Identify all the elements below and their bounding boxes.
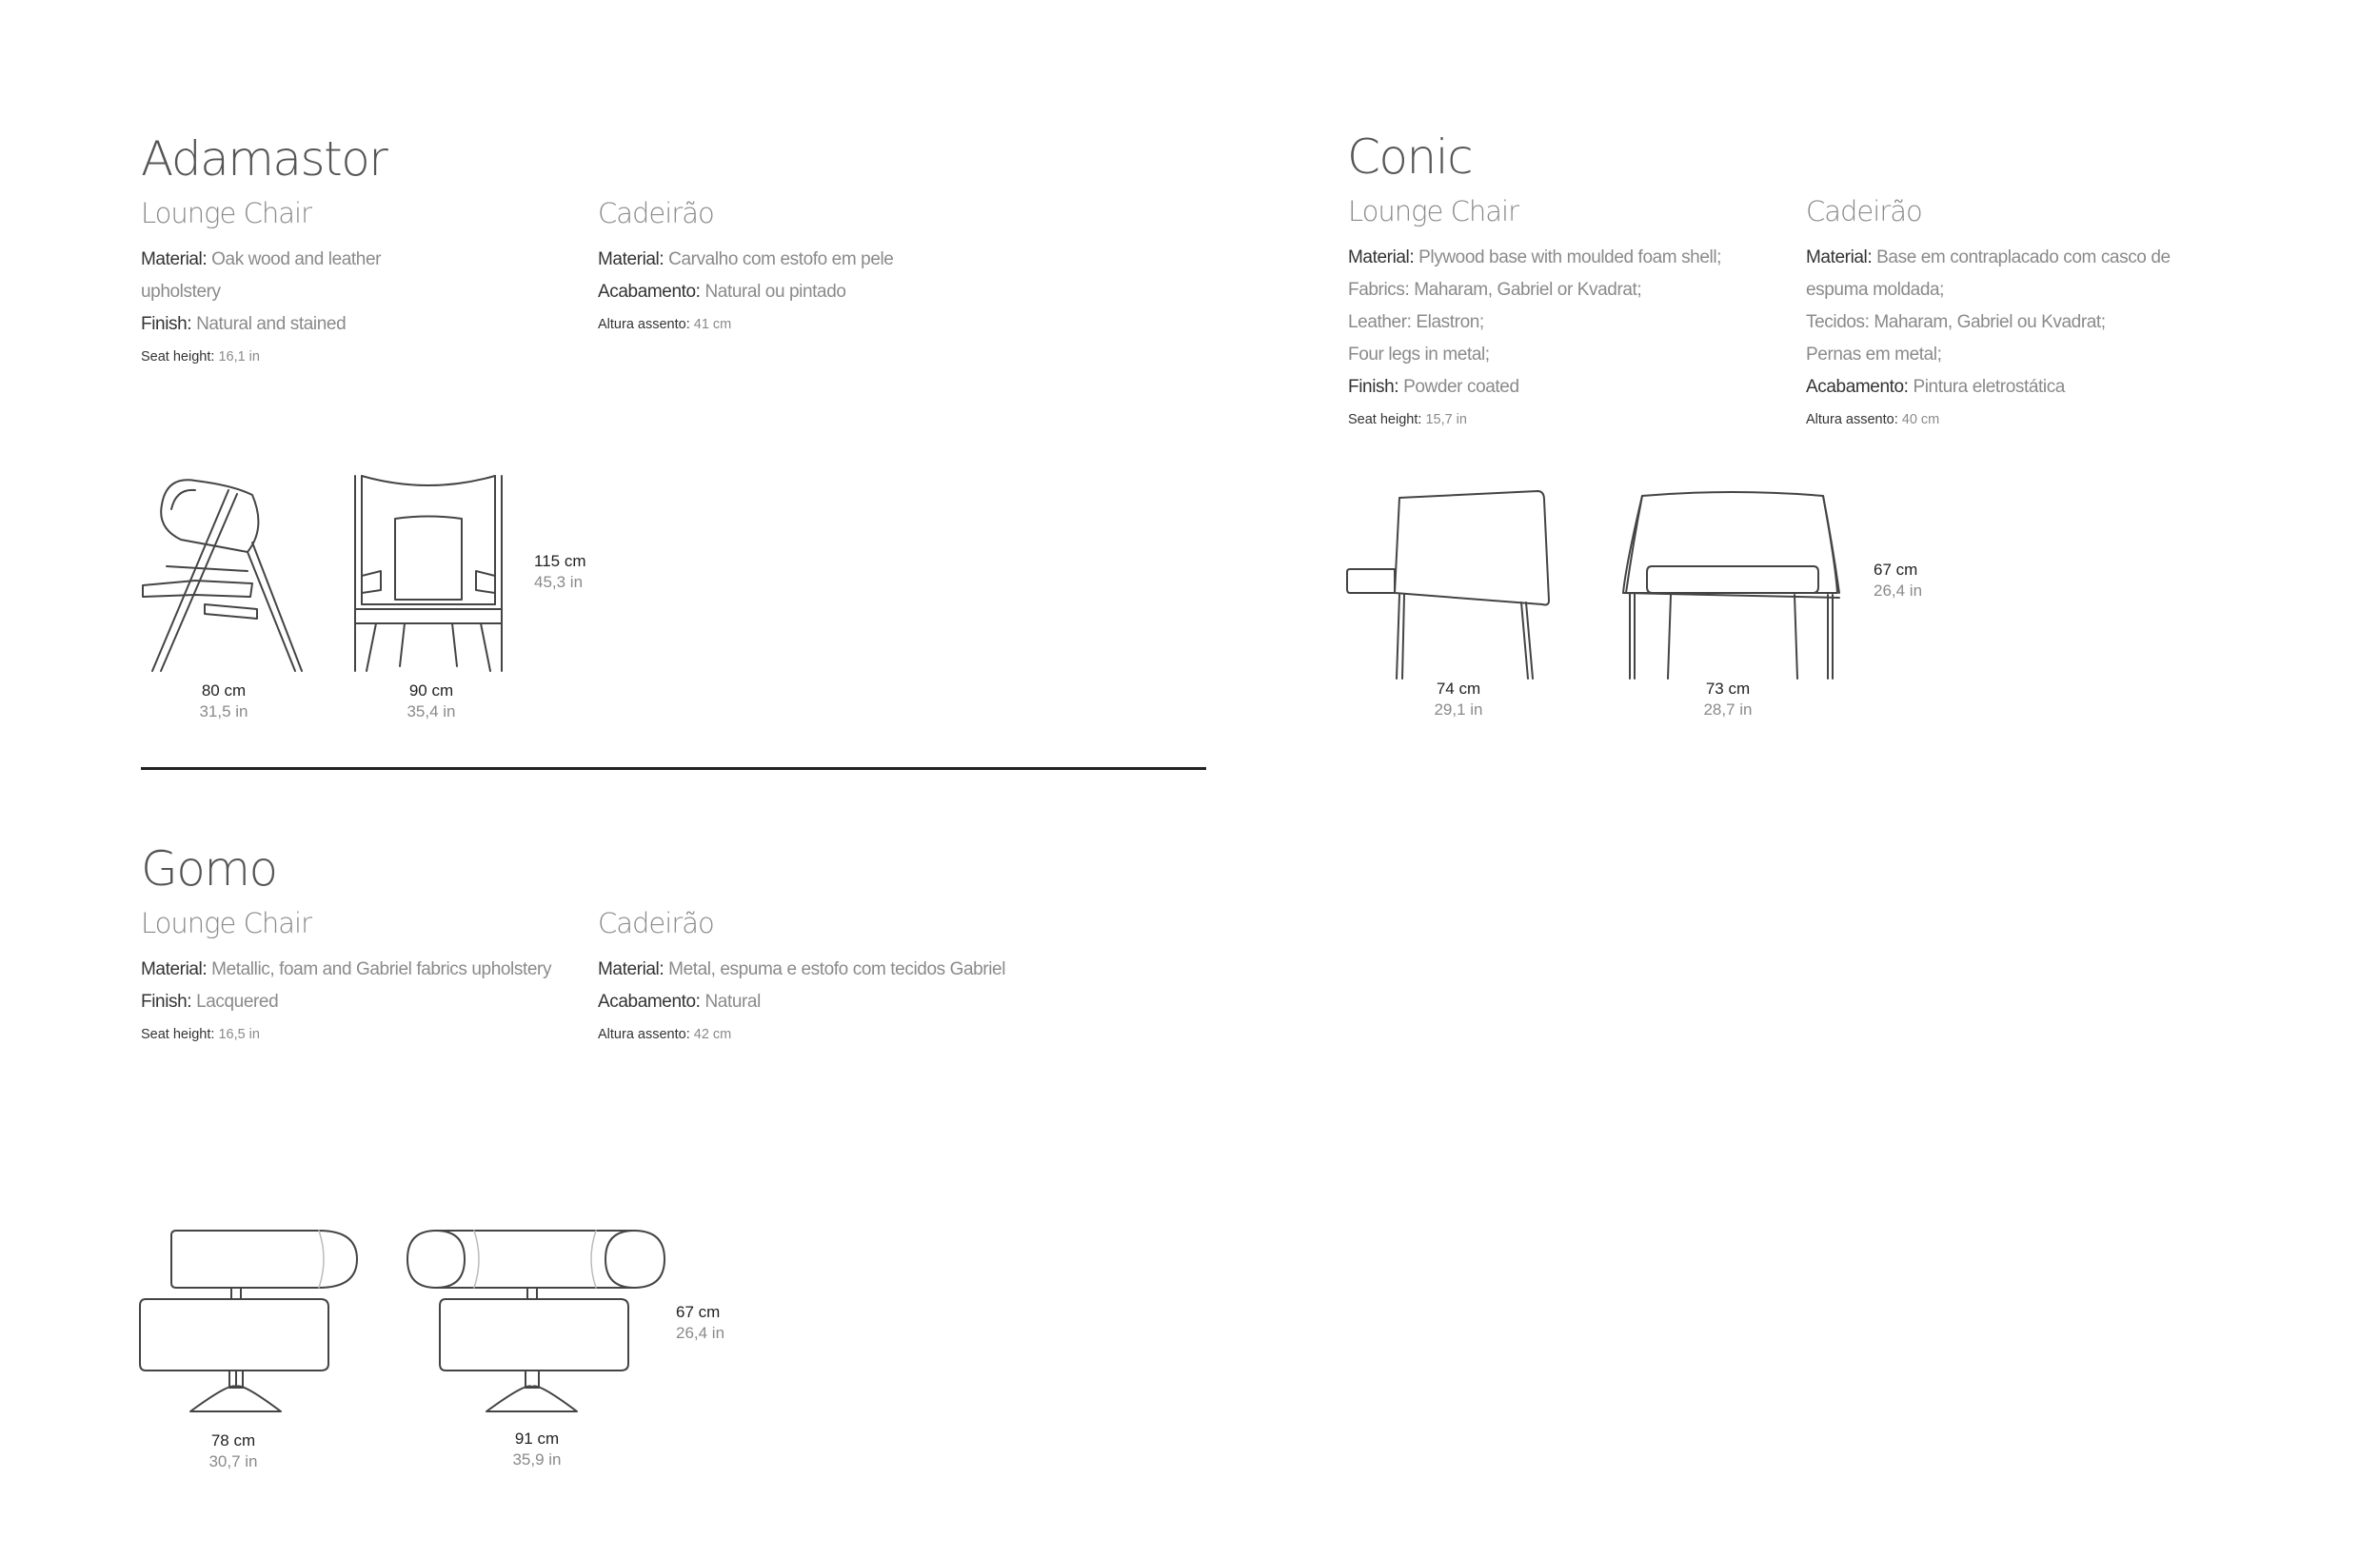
material-label: Material: [141,249,208,269]
conic-specs-pt [1806,195,2171,436]
adamastor-front-drawing [338,471,528,676]
finish-value: Lacquered [196,992,279,1012]
dim-in: 26,4 in [676,1324,725,1342]
gomo-specs-en [141,907,552,1051]
dim-cm: 67 cm [676,1303,721,1321]
seat-label: Altura assento: [598,1027,690,1042]
adamastor-specs-pt [598,197,894,341]
conic-fabrics-en: Fabrics: Maharam, Gabriel or Kvadrat; [1348,280,1642,300]
seat-label: Altura assento: [1806,412,1898,427]
material-value: Plywood base with moulded foam shell; [1418,247,1722,267]
adamastor-specs-en [141,197,382,373]
conic-material-en [1348,242,1721,274]
dim-cm: 115 cm [534,552,586,570]
conic-subtitle-pt: Cadeirão [1806,195,1922,227]
gomo-seat-pt [598,1018,1005,1051]
material-label: Material: [141,959,208,979]
section-divider [141,767,1206,770]
conic-width-dim [1420,679,1497,720]
conic-depth-dim [1690,679,1766,720]
adamastor-depth-dim [393,680,469,722]
conic-leather-en: Leather: Elastron; [1348,312,1484,332]
conic-material-pt-cont: espuma moldada; [1806,280,1945,300]
conic-height-dim [1874,560,1922,602]
seat-value: 16,5 in [218,1027,260,1042]
dim-cm: 90 cm [408,681,454,700]
adamastor-width-dim [186,680,262,722]
adamastor-height-dim [534,551,586,593]
finish-label: Finish: [141,314,192,334]
seat-label: Seat height: [1348,412,1422,427]
gomo-material-pt [598,954,1005,986]
adamastor-finish-en [141,308,381,341]
finish-value: Powder coated [1403,377,1519,397]
conic-title: Conic [1347,129,1473,185]
material-value: Metal, espuma e estofo com tecidos Gabriel [668,959,1006,979]
gomo-subtitle-en: Lounge Chair [141,907,311,939]
gomo-depth-dim [499,1429,575,1470]
finish-label: Acabamento: [598,992,701,1012]
finish-value: Natural and stained [196,314,347,334]
material-label: Material: [1806,247,1873,267]
conic-subtitle-en: Lounge Chair [1348,195,1518,227]
dim-in: 31,5 in [199,702,248,720]
seat-value: 15,7 in [1425,412,1467,427]
adamastor-material-en [141,244,381,276]
finish-value: Natural [704,992,761,1012]
seat-value: 40 cm [1901,412,1940,427]
conic-fabrics-pt: Tecidos: Maharam, Gabriel ou Kvadrat; [1806,312,2106,332]
material-value: Metallic, foam and Gabriel fabrics upholstery [211,959,552,979]
dim-cm: 74 cm [1436,680,1481,698]
finish-label: Finish: [1348,377,1399,397]
seat-value: 41 cm [693,317,732,332]
conic-finish-pt [1806,371,2171,404]
dim-cm: 78 cm [210,1431,256,1450]
seat-label: Seat height: [141,349,215,365]
gomo-height-dim [676,1302,724,1344]
adamastor-side-drawing [138,471,309,676]
finish-value: Natural ou pintado [704,282,846,302]
seat-label: Seat height: [141,1027,215,1042]
conic-side-drawing [1347,488,1557,683]
dim-in: 30,7 in [208,1452,258,1470]
finish-value: Pintura eletrostática [1913,377,2065,397]
gomo-finish-pt [598,986,1005,1018]
conic-front-drawing [1618,488,1847,683]
gomo-width-dim [195,1430,271,1472]
material-label: Material: [598,249,664,269]
conic-finish-en [1348,371,1721,404]
adamastor-subtitle-en: Lounge Chair [141,197,311,229]
dim-in: 35,4 in [407,702,456,720]
gomo-front-drawing [406,1228,672,1423]
conic-seat-pt [1806,404,2171,436]
material-value: Oak wood and leather [211,249,382,269]
gomo-subtitle-pt: Cadeirão [598,907,714,939]
adamastor-material-pt [598,244,893,276]
finish-label: Acabamento: [1806,377,1909,397]
conic-material-pt [1806,242,2171,274]
dim-cm: 91 cm [514,1430,560,1448]
conic-legs-en: Four legs in metal; [1348,345,1490,365]
conic-legs-pt: Pernas em metal; [1806,345,1942,365]
material-label: Material: [1348,247,1415,267]
adamastor-material-en-cont: upholstery [141,282,221,302]
material-value: Carvalho com estofo em pele [668,249,894,269]
gomo-title: Gomo [141,841,277,897]
gomo-material-en [141,954,551,986]
gomo-side-drawing [138,1228,367,1423]
dim-cm: 73 cm [1705,680,1751,698]
seat-label: Altura assento: [598,317,690,332]
material-label: Material: [598,959,664,979]
conic-seat-en [1348,404,1721,436]
conic-specs-en [1348,195,1722,436]
gomo-finish-en [141,986,551,1018]
finish-label: Acabamento: [598,282,701,302]
gomo-specs-pt [598,907,1006,1051]
dim-in: 26,4 in [1874,582,1923,600]
adamastor-seat-en [141,341,381,373]
dim-cm: 67 cm [1874,561,1918,579]
material-value: Base em contraplacado com casco de [1876,247,2171,267]
dim-in: 35,9 in [512,1450,562,1469]
adamastor-title: Adamastor [141,131,387,187]
adamastor-seat-pt [598,308,893,341]
seat-value: 42 cm [693,1027,732,1042]
seat-value: 16,1 in [218,349,260,365]
dim-in: 45,3 in [534,573,584,591]
finish-label: Finish: [141,992,192,1012]
gomo-seat-en [141,1018,551,1051]
dim-in: 28,7 in [1703,700,1753,719]
dim-in: 29,1 in [1434,700,1483,719]
dim-cm: 80 cm [201,681,247,700]
adamastor-subtitle-pt: Cadeirão [598,197,714,229]
adamastor-finish-pt [598,276,893,308]
